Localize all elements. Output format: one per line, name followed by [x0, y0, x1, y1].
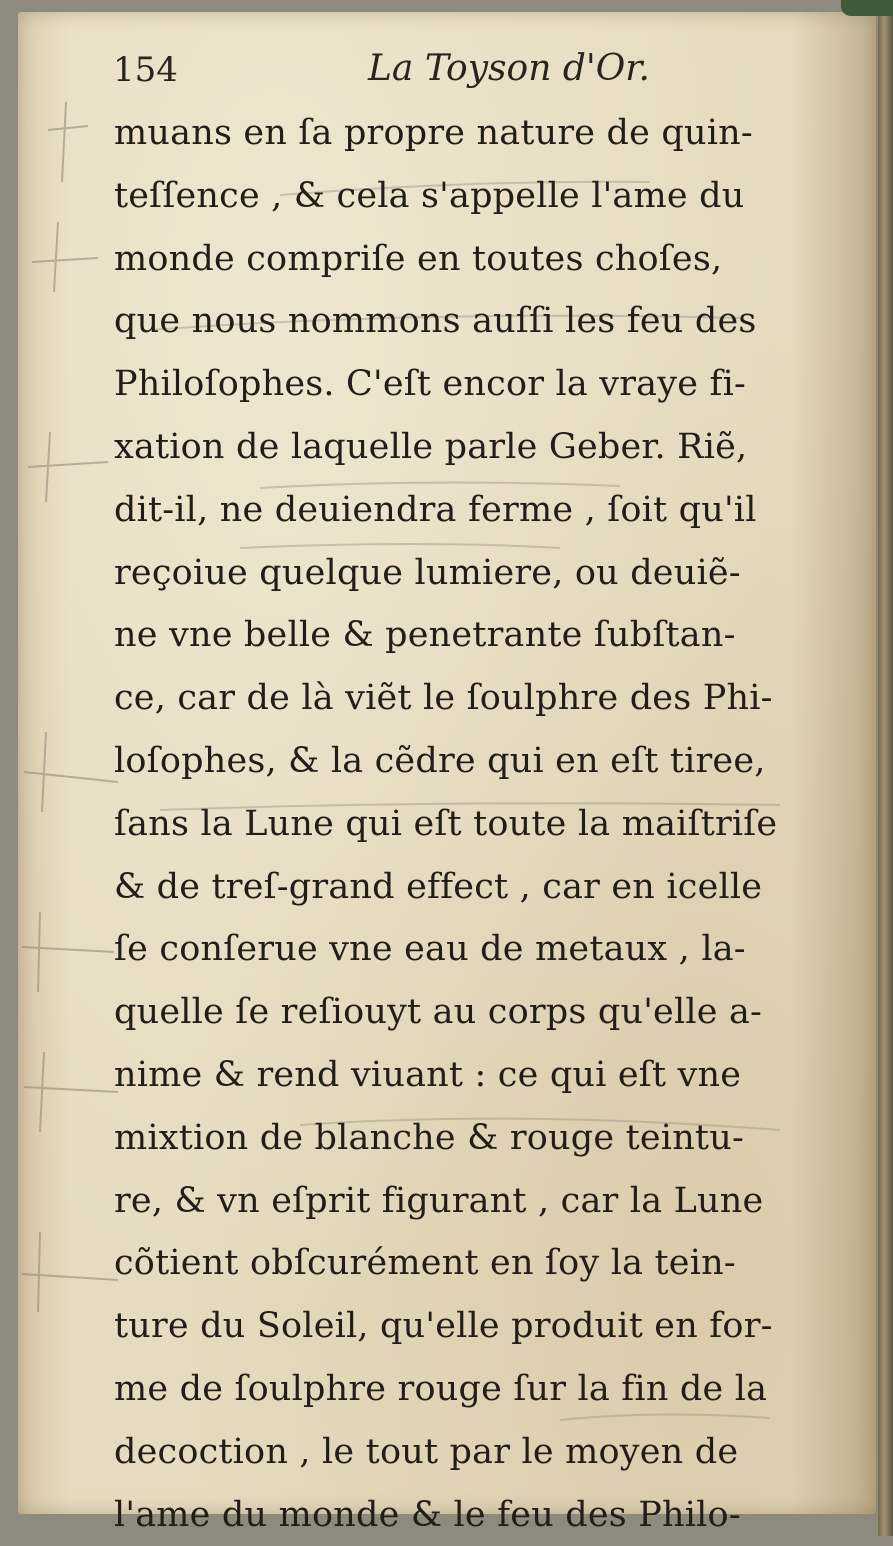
bookmark-ribbon	[841, 0, 893, 16]
text-line: ce, car de là viẽt le ſoulphre des Phi-	[114, 678, 773, 719]
text-line: loſophes, & la cẽdre qui en eſt tiree,	[114, 740, 766, 781]
text-line: monde compriſe en toutes choſes,	[114, 238, 723, 279]
text-line: reçoiue quelque lumiere, ou deuiẽ-	[114, 552, 741, 593]
text-line: me de ſoulphre rouge ſur la fin de la	[114, 1368, 768, 1409]
text-line: ture du Soleil, qu'elle produit en for-	[114, 1306, 773, 1347]
text-line: nime & rend viuant : ce qui eſt vne	[114, 1054, 742, 1095]
text-line: Philoſophes. C'eſt encor la vraye fi-	[114, 364, 747, 405]
text-line: muans en ſa propre nature de quin-	[114, 113, 753, 153]
text-line: mixtion de blanche & rouge teintu-	[114, 1117, 744, 1158]
text-line: ſans la Lune qui eſt toute la maiſtriſe	[114, 803, 778, 844]
text-line: cõtient obſcurément en ſoy la tein-	[114, 1243, 736, 1284]
text-line: ſe conſerue vne eau de metaux , la-	[114, 929, 746, 970]
page-header	[113, 42, 813, 98]
text-line: l'ame du monde & le feu des Philo-	[114, 1494, 741, 1535]
page-number: 154	[113, 50, 178, 90]
text-line: teſſence , & cela s'appelle l'ame du	[114, 175, 745, 216]
text-line: decoction , le tout par le moyen de	[114, 1431, 739, 1472]
text-line: & de treſ-grand effect , car en icelle	[114, 866, 763, 907]
text-line: xation de laquelle parle Geber. Riẽ,	[114, 426, 748, 467]
text-line: que nous nommons auſſi les feu des	[114, 301, 757, 342]
text-line: ne vne belle & penetrante ſubſtan-	[114, 615, 736, 656]
text-line: re, & vn eſprit figurant , car la Lune	[114, 1180, 764, 1221]
text-line: dit-il, ne deuiendra ferme , ſoit qu'il	[114, 489, 757, 530]
body-text	[114, 102, 826, 1546]
page-edge	[878, 0, 893, 1536]
text-line: quelle ſe reſiouyt au corps qu'elle a-	[114, 992, 763, 1033]
running-title: La Toyson d'Or.	[368, 48, 650, 89]
